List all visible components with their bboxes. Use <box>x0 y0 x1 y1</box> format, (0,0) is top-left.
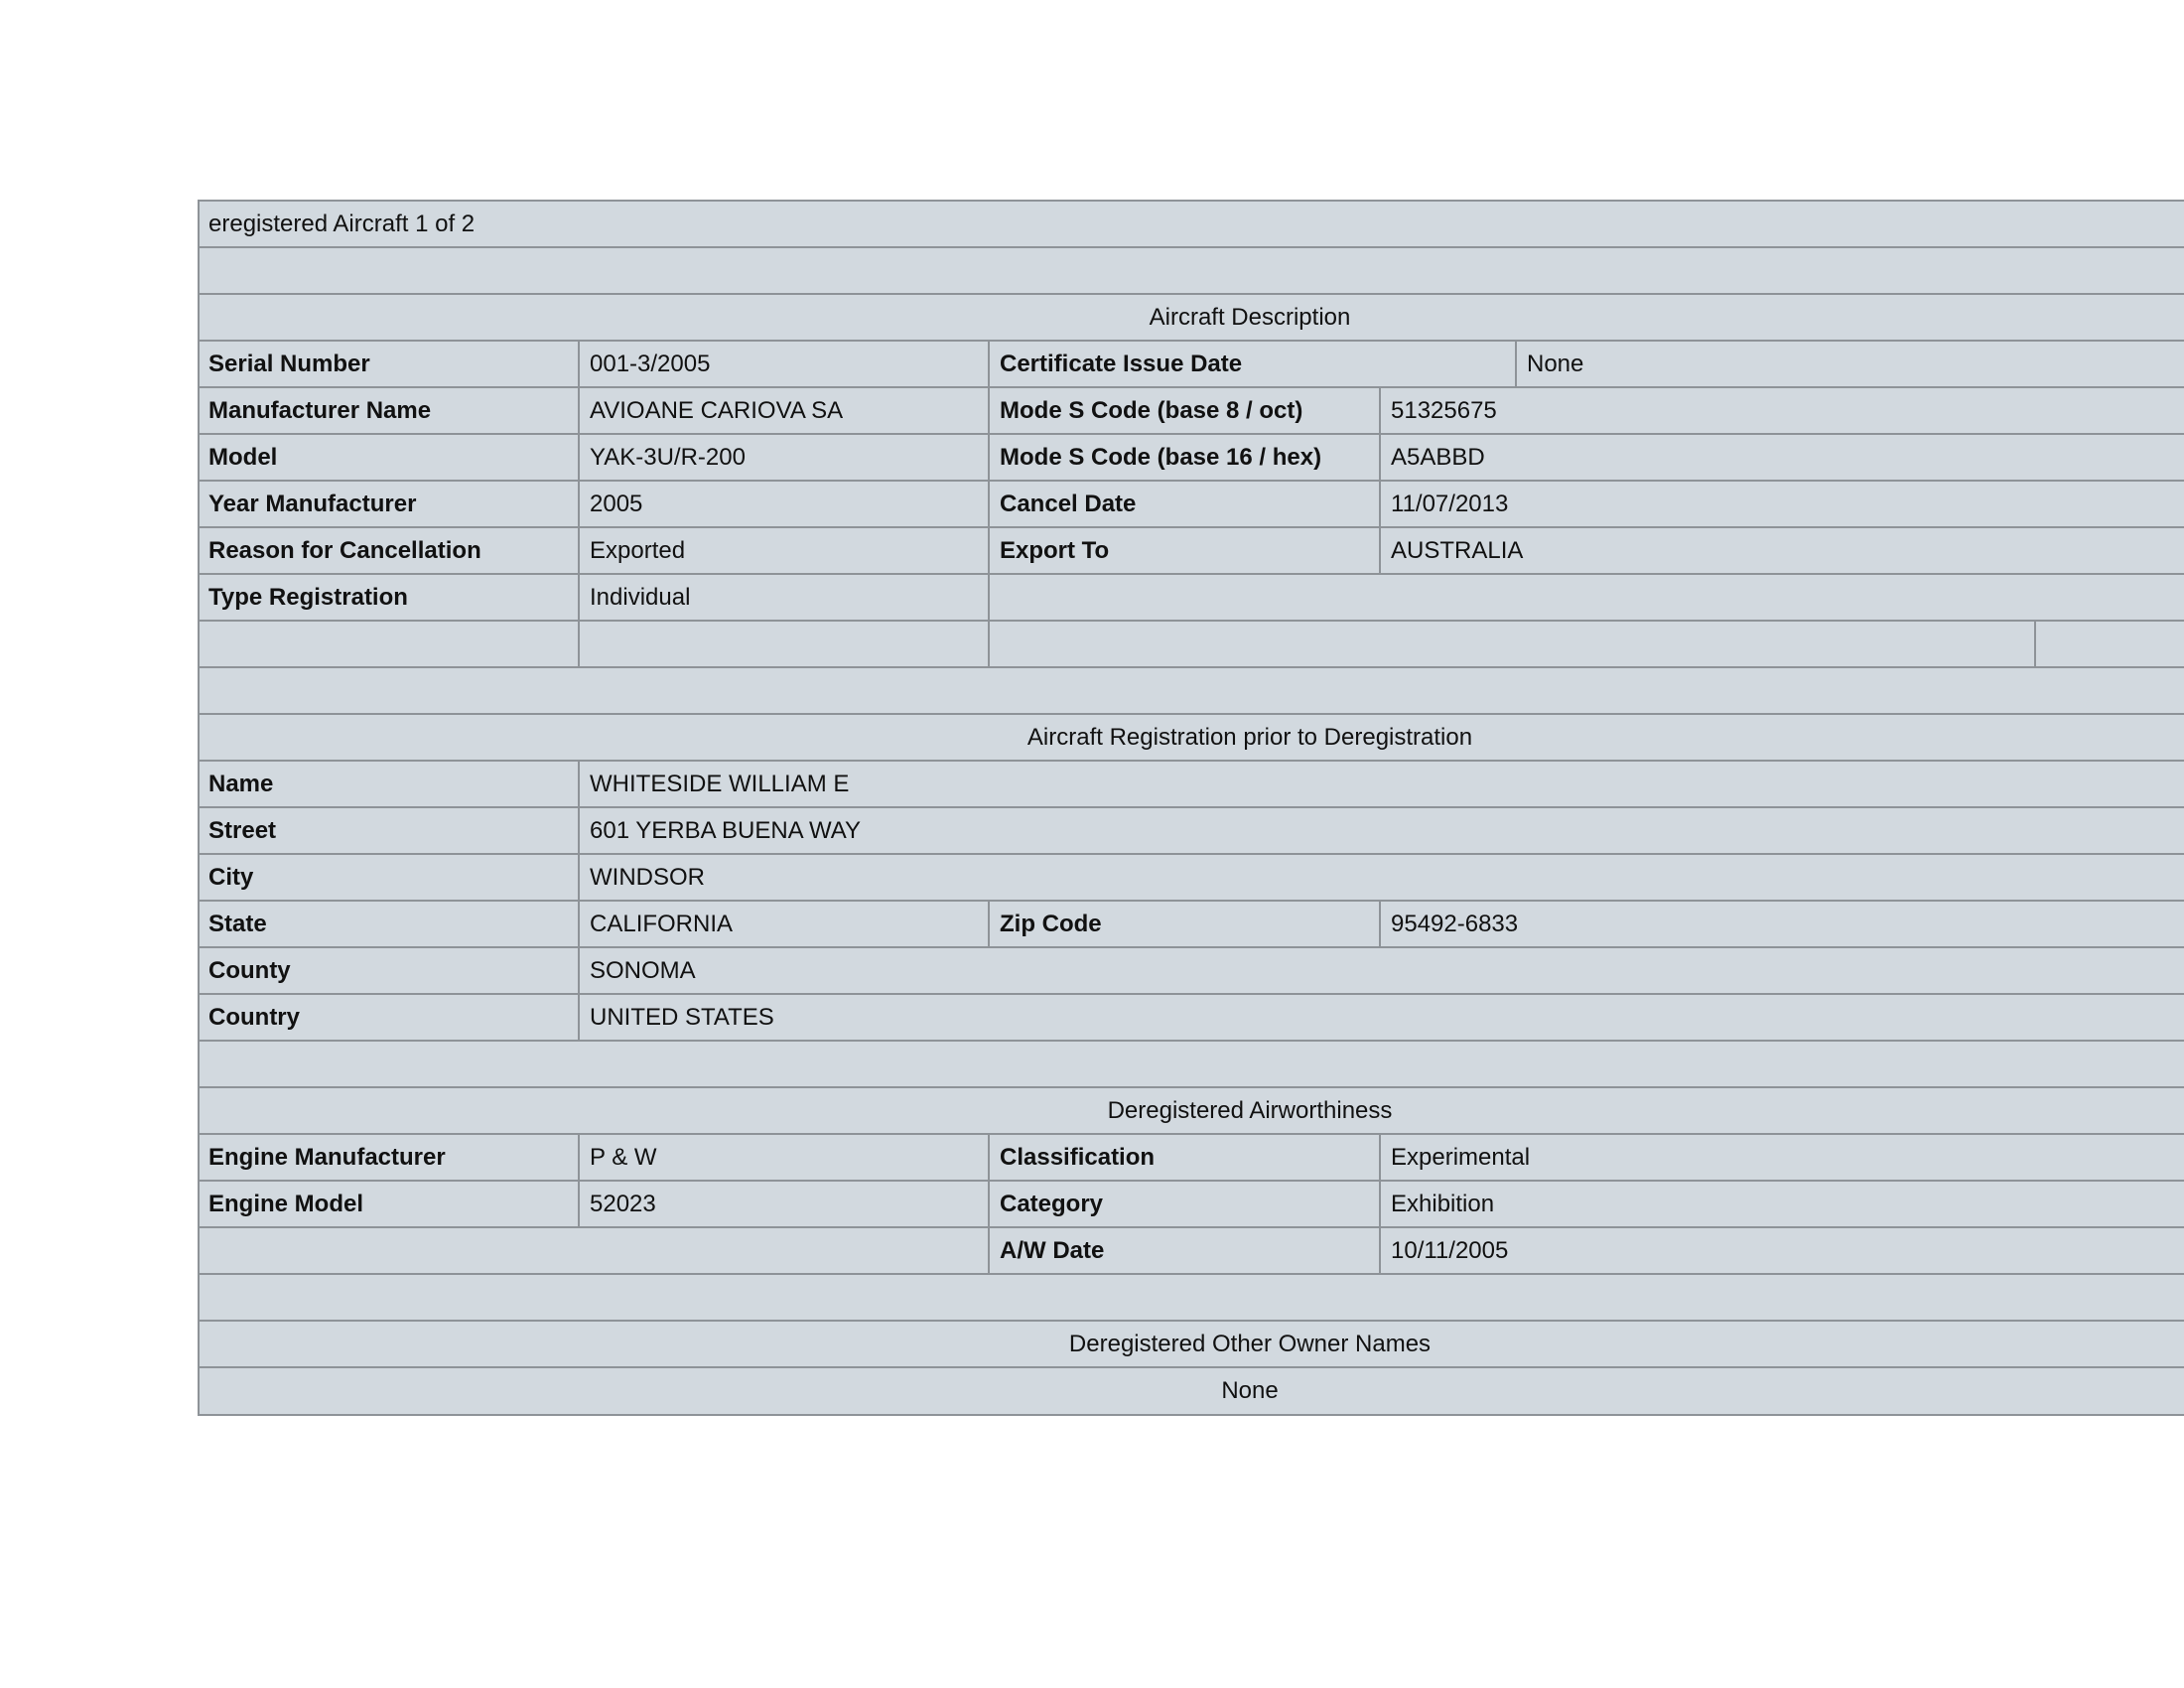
mode-s-hex-label: Mode S Code (base 16 / hex) <box>1000 444 1322 471</box>
grid-line <box>988 900 990 946</box>
section-heading-aircraft-description: Aircraft Description <box>1149 304 1351 331</box>
page-title: eregistered Aircraft 1 of 2 <box>208 211 476 237</box>
grid-line <box>198 1086 2184 1088</box>
grid-line <box>198 1133 2184 1135</box>
serial-number-label: Serial Number <box>208 351 370 377</box>
grid-line <box>198 480 2184 482</box>
type-registration-value: Individual <box>590 584 691 611</box>
year-manufacturer-value: 2005 <box>590 491 643 517</box>
serial-number-value: 001-3/2005 <box>590 351 711 377</box>
county-value: SONOMA <box>590 957 696 984</box>
section-heading-registration-prior: Aircraft Registration prior to Deregistration <box>1026 724 1473 751</box>
grid-line <box>198 806 2184 808</box>
grid-line <box>198 1040 2184 1042</box>
model-value: YAK-3U/R-200 <box>590 444 746 471</box>
name-value: WHITESIDE WILLIAM E <box>590 771 850 797</box>
country-label: Country <box>208 1004 300 1031</box>
deregistered-aircraft-table <box>198 200 2184 1416</box>
cancel-date-label: Cancel Date <box>1000 491 1137 517</box>
mode-s-oct-label: Mode S Code (base 8 / oct) <box>1000 397 1303 424</box>
grid-line <box>198 1180 2184 1182</box>
grid-line <box>198 246 2184 248</box>
grid-line <box>198 526 2184 528</box>
grid-line <box>198 1273 2184 1275</box>
certificate-issue-date-value: None <box>1527 351 1584 377</box>
other-owners-value: None <box>1221 1377 1279 1404</box>
section-heading-airworthiness: Deregistered Airworthiness <box>1107 1097 1393 1124</box>
grid-line <box>578 760 580 1040</box>
grid-line <box>198 293 2184 295</box>
grid-line <box>198 200 2184 202</box>
category-value: Exhibition <box>1391 1191 1495 1217</box>
engine-manufacturer-value: P & W <box>590 1144 657 1171</box>
grid-line <box>198 1320 2184 1322</box>
classification-value: Experimental <box>1391 1144 1531 1171</box>
year-manufacturer-label: Year Manufacturer <box>208 491 417 517</box>
grid-line <box>1379 386 1381 573</box>
zip-code-label: Zip Code <box>1000 911 1102 937</box>
grid-line <box>578 340 580 666</box>
city-label: City <box>208 864 254 891</box>
grid-line <box>198 993 2184 995</box>
aw-date-label: A/W Date <box>1000 1237 1105 1264</box>
grid-line <box>578 1133 580 1226</box>
grid-line <box>198 853 2184 855</box>
export-to-value: AUSTRALIA <box>1391 537 1524 564</box>
mode-s-hex-value: A5ABBD <box>1391 444 1485 471</box>
section-heading-other-owners: Deregistered Other Owner Names <box>1068 1331 1432 1357</box>
grid-line <box>198 620 2184 622</box>
grid-line <box>198 1414 2184 1416</box>
certificate-issue-date-label: Certificate Issue Date <box>1000 351 1243 377</box>
country-value: UNITED STATES <box>590 1004 774 1031</box>
engine-manufacturer-label: Engine Manufacturer <box>208 1144 446 1171</box>
classification-label: Classification <box>1000 1144 1156 1171</box>
county-label: County <box>208 957 291 984</box>
grid-line <box>1515 340 1517 386</box>
grid-line <box>2034 620 2036 666</box>
grid-line <box>198 1366 2184 1368</box>
street-label: Street <box>208 817 277 844</box>
export-to-label: Export To <box>1000 537 1110 564</box>
street-value: 601 YERBA BUENA WAY <box>590 817 862 844</box>
engine-model-value: 52023 <box>590 1191 656 1217</box>
model-label: Model <box>208 444 278 471</box>
state-value: CALIFORNIA <box>590 911 734 937</box>
reason-for-cancellation-value: Exported <box>590 537 686 564</box>
manufacturer-name-value: AVIOANE CARIOVA SA <box>590 397 844 424</box>
grid-line <box>198 573 2184 575</box>
grid-line <box>198 433 2184 435</box>
grid-line <box>198 713 2184 715</box>
reason-for-cancellation-label: Reason for Cancellation <box>208 537 481 564</box>
grid-line <box>198 1226 2184 1228</box>
grid-line <box>988 340 990 666</box>
grid-line <box>988 1133 990 1273</box>
state-label: State <box>208 911 267 937</box>
type-registration-label: Type Registration <box>208 584 408 611</box>
manufacturer-name-label: Manufacturer Name <box>208 397 432 424</box>
city-value: WINDSOR <box>590 864 705 891</box>
zip-code-value: 95492-6833 <box>1391 911 1519 937</box>
grid-line <box>198 666 2184 668</box>
cancel-date-value: 11/07/2013 <box>1391 491 1509 517</box>
grid-line <box>1379 1133 1381 1273</box>
grid-line <box>198 946 2184 948</box>
grid-line <box>198 200 200 1416</box>
aw-date-value: 10/11/2005 <box>1391 1237 1509 1264</box>
grid-line <box>1379 900 1381 946</box>
category-label: Category <box>1000 1191 1104 1217</box>
mode-s-oct-value: 51325675 <box>1391 397 1497 424</box>
grid-line <box>198 760 2184 762</box>
grid-line <box>198 386 2184 388</box>
name-label: Name <box>208 771 274 797</box>
engine-model-label: Engine Model <box>208 1191 363 1217</box>
grid-line <box>198 340 2184 342</box>
grid-line <box>198 900 2184 902</box>
